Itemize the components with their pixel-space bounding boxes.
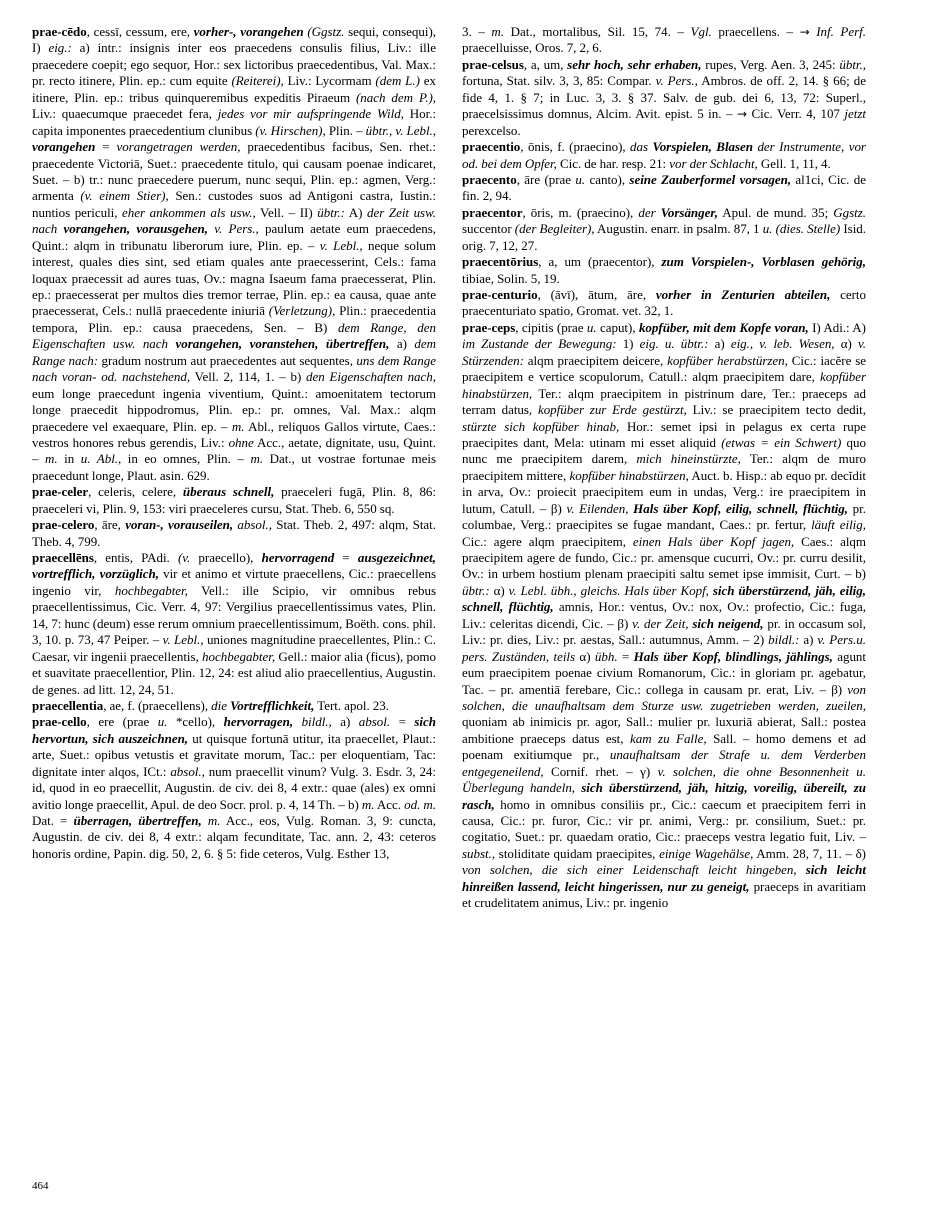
- dictionary-entry-prae-cello-continuation: 3. – m. Dat., mortalibus, Sil. 15, 74. – Vgl. praecellens. – → Inf. Perf. praecelluisse, Oros. 7, 2, 6.: [462, 24, 866, 56]
- dictionary-entry-praecentor: praecentor, ōris, m. (praecino), der Vorsänger, Apul. de mund. 35; Ggstz. succentor (der Begleiter), Augustin. enarr. in psalm. 87, 1 u. (dies. Stelle) Isid. orig. 7, 12, 27.: [462, 204, 867, 253]
- dictionary-entry-praecellentia: praecellentia, ae, f. (praecellens), die Vortrefflichkeit, Tert. apol. 23.: [32, 697, 389, 713]
- dictionary-entry-praecentorius: praecentōrius, a, um (praecentor), zum Vorspielen-, Vorblasen gehörig, tibiae, Solin. 5, 19.: [462, 254, 866, 286]
- dictionary-entry-prae-cedo: prae-cēdo, cessī, cessum, ere, vorher-, vorangehen (Ggstz. sequi, consequi), I) eig.: a) intr.: insignis inter eos praecedens consulis filius, Liv.: ille praecedere coepit; ego sequor, Hor.: sex lictoribus praecedentibus, Val. Max.: pr. recto itinere, Plin. ep.: cum equite (Reiterei), Liv.: Lycormam (dem L.) ex itinere, Plin. ep.: tribus quinqueremibus expeditis Piraeum (nach dem P.), Liv.: quaecumque praecedet fera, jedes vor mir aufspringende Wild, Hor.: capita imponentes praecedentium clunibus (v. Hirschen), Plin. – übtr., v. Lebl., vorangehen = vorangetragen werden, praecedentibus facibus, Sen. rhet.: praecedente Victoriā, Suet.: praecedente titulo, qui causam poenae indicaret, Suet. – b) tr.: nunc praecedere puerum, nunc sequi, Plin. ep.: agmen, Verg.: armenta (v. einem Stier), Sen.: custodes suos ad Antigoni castra, Iustin.: nuntios periculi, eher ankommen als usw., Vell. – II) übtr.: A) der Zeit usw. nach vorangehen, vorausgehen, v. Pers., paulum aetate eum praecedens, Quint.: alqm in tribunatu liberorum iure, Plin. ep. – v. Lebl., neque solum interest, quales dies sint, sed etiam quales ante praecesserint, Cels.: fama loquax praecessit ad aures tuas, Ov.: magna Isaeum fama praecesserat, Plin. ep.: praecesserat per multos dies tremor terrae, Plin. ep.: ea causa, quae ante praecesserat, Cels.: nullā praecedente iniuriā (Verletzung), Plin.: praecedentia tempora, Plin. ep.: causa praecedens, Sen. – B) dem Range, den Eigenschaften usw. nach vorangehen, voranstehen, übertreffen, a) dem Range nach: gradum nostrum aut praecedentes aut sequentes, uns dem Range nach voran- od. nachstehend, Vell. 2, 114, 1. – b) den Eigenschaften nach, eum longe praecedunt ingenia viventium, Quint.: amoenitatem tectorum longe praecedit hippodromus, Plin. ep.: pr. omnes, Val. Max.: alqm praecedere vel exaequare, Plin. ep. – m. Abl., reliquos Gallos virtute, Caes.: vestros honores rebus gerendis, Liv.: ohne Acc., aetate, dignitate, usu, Quint. – m. in u. Abl., in eo omnes, Plin. – m. Dat., ut vostrae fortunae meis praecedunt longe, Plaut. asin. 629.: [32, 24, 437, 483]
- dictionary-entry-prae-centurio: prae-centurio, (āvī), ātum, āre, vorher in Zenturien abteilen, certo praecenturiato spatio, Gromat. vet. 32, 1.: [462, 287, 866, 319]
- dictionary-entry-praecellens: praecellēns, entis, PAdi. (v. praecello), hervorragend = ausgezeichnet, vortrefflich, vorzüglich, vir et animo et virtute praecellens, Cic.: praecellens ingenio vir, hochbegabter, Vell.: ille Scipio, vir omnibus rebus praecellentissimus, Cic. Verr. 4, 97: Vergilius praecellentissimus vates, Plin. 14, 7: hunc (deum) esse rerum omnium praecellentissimum, Boëth. cons. phil. 3, 10. p. 73, 47 Peiper. – v. Lebl., uniones magnitudine praecellentes, Plin.: C. Caesar, vir ingenii praecellentis, hochbegabter, Gell.: maior alia (ficus), pomo et suavitate praecellentior, Plin. 12, 24: est aliud alio praecellentius, Augustin. de genes. ad litt. 12, 24, 51.: [32, 550, 437, 697]
- dictionary-entry-prae-celero: prae-celero, āre, voran-, vorauseilen, absol., Stat. Theb. 2, 497: alqm, Stat. Theb. 4, 799.: [32, 517, 436, 549]
- two-column-layout: [32, 24, 903, 912]
- left-column: [32, 24, 436, 862]
- dictionary-entry-prae-celsus: prae-celsus, a, um, sehr hoch, sehr erhaben, rupes, Verg. Aen. 3, 245: übtr., fortuna, Stat. silv. 3, 3, 85: Compar. v. Pers., Ambros. de off. 2, 14. § 66; de fide 4, 1. § 7; in Luc. 3, 3. § 37. Salv. de gub. dei 6, 13, 72: Superl., praecelsissimus domnus, Alcim. Avit. epist. 5 in. – → Cic. Verr. 4, 107 jetzt perexcelso.: [462, 56, 866, 138]
- right-column: [462, 24, 866, 912]
- dictionary-entry-praecento: praecento, āre (prae u. canto), seine Zauberformel vorsagen, al1ci, Cic. de fin. 2, 94.: [462, 171, 866, 204]
- dictionary-entry-praecentio: praecentio, ōnis, f. (praecino), das Vorspielen, Blasen der Instrumente, vor od. bei dem Opfer, Cic. de har. resp. 21: vor der Schlacht, Gell. 1, 11, 4.: [462, 139, 866, 171]
- dictionary-entry-prae-cello: prae-cello, ere (prae u. *cello), hervorragen, bildl., a) absol. = sich hervortun, sich auszeichnen, ut quisque fortunā utitur, ita praecellet, Plaut.: arte, Suet.: opibus vetustis et gravitate morum, Tac.: per eloquentiam, Tac: dignitate inter alqos, ICt.: absol., num praecellit vinum? Vulg. 3. Esdr. 3, 24: id, quod in eo praecellit, Augustin. de civ. dei 8, 4 extr.: quae (ales) ex omni avitio longe praecellit, Apul. de deo Socr. prol. p. 4, 14 Th. – b) m. Acc. od. m. Dat. = überragen, übertreffen, m. Acc., eos, Vulg. Roman. 3, 9: cuncta, Augustin. de civ. dei 8, 4 extr.: alqam fecunditate, Tac. ann. 2, 43: ceteros honoris ordine, Papin. dig. 50, 2, 6. § 5: fide ceteros, Vulg. Esther 13,: [32, 714, 437, 861]
- dictionary-entry-prae-celer: prae-celer, celeris, celere, überaus schnell, praeceleri fugā, Plin. 8, 86: praeceleri vi, Plin. 9, 153: viri praeceleres cursu, Stat. Theb. 6, 550 sq.: [32, 484, 436, 516]
- dictionary-entry-prae-ceps: prae-ceps, cipitis (prae u. caput), kopfüber, mit dem Kopfe voran, I) Adi.: A) im Zustande der Bewegung: 1) eig. u. übtr.: a) eig., v. leb. Wesen, α) v. Stürzenden: alqm praecipitem deicere, kopfüber herabstürzen, Cic.: iacĕre se praecipitem e vertice scopulorum, Catull.: alqm praecipitem dare, kopfüber hinabstürzen, Ter.: alqm praecipitem in pistrinum dare, Ter.: praeceps ad terram datus, kopfüber zur Erde gestürzt, Liv.: se praecipitem tecto dedit, stürzte sich kopfüber hinab, Hor.: semet ipsi in pelagus ex certa rupe praecipites dant, Mela: utinam mi esset aliquid (etwas = ein Schwert) quo nunc me praecipitem darem, mich hineinstürzte, Ter.: alqm de muro praecipitem mittere, kopfüber hinabstürzen, Auct. b. Hisp.: ab equo pr. decĭdit in arva, Ov.: proiecit praecipitem eum in undas, Verg.: ire praecipitem in lutum, Catull. – β) v. Eilenden, Hals über Kopf, eilig, schnell, flüchtig, pr. columbae, Verg.: praecipites se fugae mandant, Caes.: pr. fertur, läuft eilig, Cic.: agere alqm praecipitem, einen Hals über Kopf jagen, Caes.: alqm praecipitem agere de fundo, Cic.: pr. amensque cucurri, Ov.: pr. curru desilit, Ov.: in urbem hostium plenam praecipiti saltu semet ipse immisit, Curt. – b) übtr.: α) v. Lebl. übh., gleichs. Hals über Kopf, sich überstürzend, jäh, eilig, schnell, flüchtig, amnis, Hor.: ventus, Ov.: nox, Ov.: profectio, Cic.: fuga, Liv.: celeritas dicendi, Cic. – β) v. der Zeit, sich neigend, pr. in occasum sol, Liv.: pr. dies, Liv.: pr. aestas, Sall.: autumnus, Amm. – 2) bildl.: a) v. Pers.u. pers. Zuständen, teils α) übh. = Hals über Kopf, blindlings, jählings, agunt eum praecipitem poenae civium Romanorum, Cic.: in gloriam pr. agebatur, Tac. – pr. amentiā ferebare, Cic.: collega in causam pr. erat, Liv. – β) von solchen, die unaufhaltsam dem Sturze usw. zugetrieben werden, zueilen, quoniam ab inimicis pr. agor, Sall.: mulier pr. luxuriā abierat, Sall.: postea ambitione praeceps datus est, kam zu Falle, Sall. – homo demens et ad poenam exitiumque pr., unaufhaltsam der Strafe u. dem Verderben entgegeneilend, Cornif. rhet. – γ) v. solchen, die ohne Besonnenheit u. Überlegung handeln, sich überstürzend, jäh, hitzig, voreilig, übereilt, zu rasch, homo in omnibus consiliis pr., Cic.: caecum et praecipitem ferri in causa, Cic.: pr. furor, Cic.: vir pr. animi, Verg.: pr. consilium, Suet.: pr. cogitatio, Suet.: pr. quaedam oratio, Cic.: praeceps vestra legatio fuit, Liv. – subst., stoliditate quidam praecipites, einige Wagehälse, Amm. 28, 7, 11. – δ) von solchen, die sich einer Leidenschaft leicht hingeben, sich leicht hinreißen lassend, leicht hingerissen, nur zu geneigt, praeceps in avaritiam et crudelitatem animus, Liv.: pr. ingenio: [462, 319, 867, 911]
- page-number: 464: [32, 1180, 49, 1192]
